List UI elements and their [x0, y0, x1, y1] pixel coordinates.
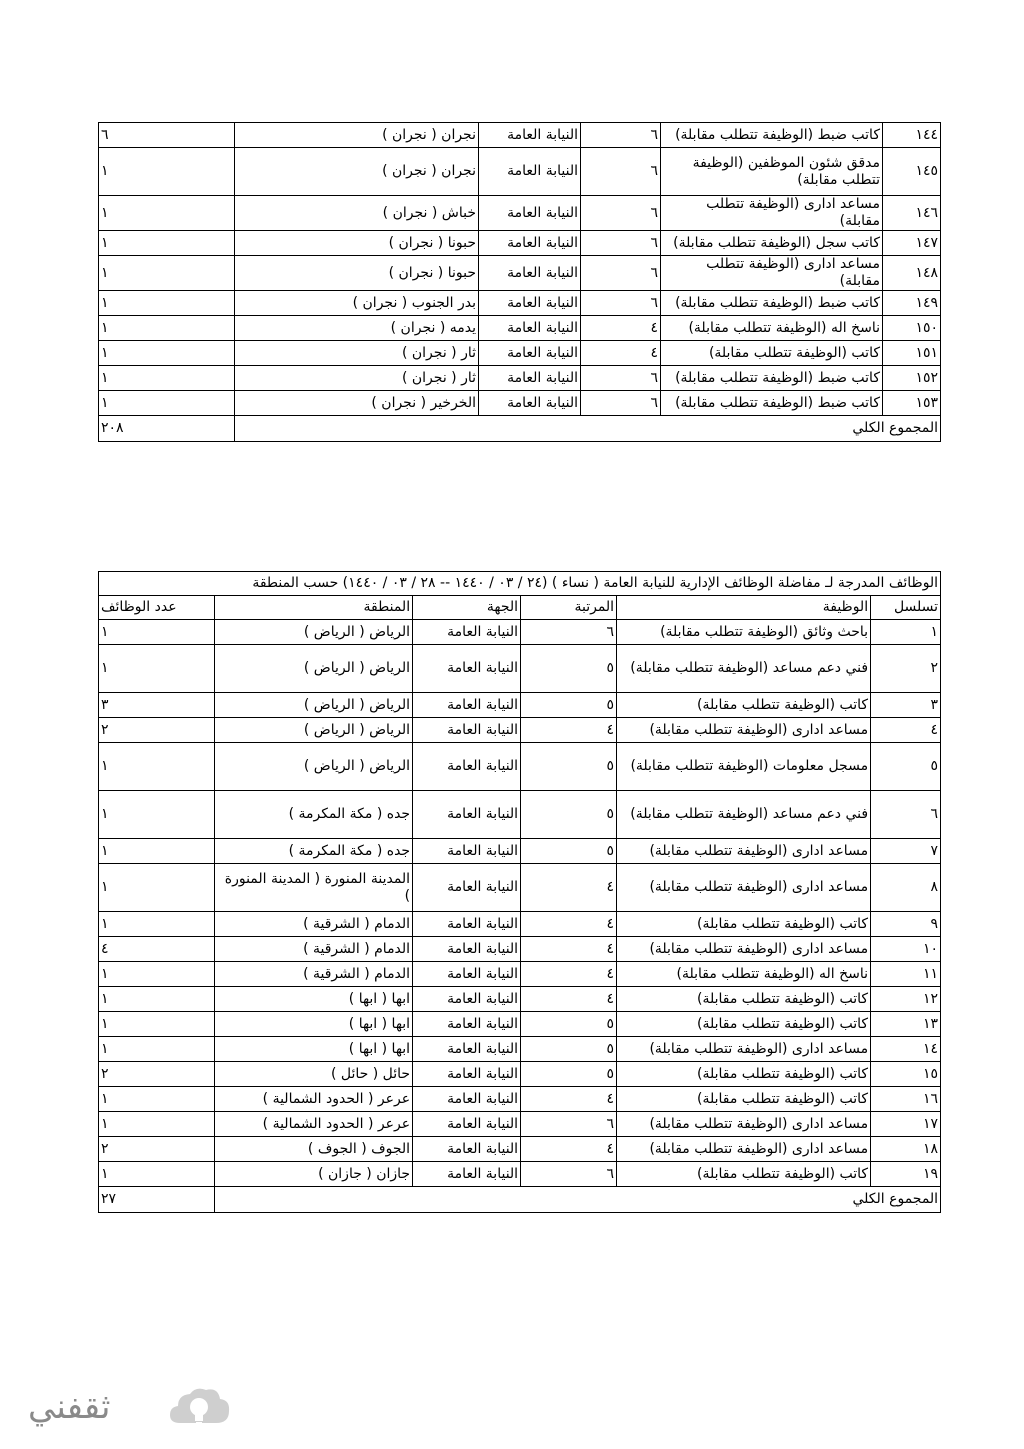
table-row [99, 693, 941, 718]
region-cell: ابها ( ابها ) [215, 1012, 413, 1037]
rank-cell: ٥ [521, 791, 617, 839]
seq-cell: ١٦ [871, 1087, 941, 1112]
rank-cell: ٦ [581, 291, 661, 316]
entity-cell: النيابة العامة [479, 196, 581, 231]
total-label: المجموع الكلي [235, 416, 941, 442]
table-row [99, 1037, 941, 1062]
entity-cell: النيابة العامة [413, 864, 521, 912]
job-cell: مساعد ادارى (الوظيفة تتطلب مقابلة) [617, 1112, 871, 1137]
job-cell: كاتب ضبط (الوظيفة تتطلب مقابلة) [661, 123, 883, 148]
table-row [99, 987, 941, 1012]
seq-cell: ١٧ [871, 1112, 941, 1137]
table-row [99, 791, 941, 839]
seq-cell: ٣ [871, 693, 941, 718]
seq-cell: ٥ [871, 743, 941, 791]
site-logo [28, 1385, 208, 1435]
region-cell: الخرخير ( نجران ) [235, 391, 479, 416]
rank-cell: ٤ [521, 1137, 617, 1162]
count-cell: ١ [99, 1162, 215, 1187]
rank-cell: ٤ [521, 912, 617, 937]
rank-cell: ٥ [521, 693, 617, 718]
job-cell: كاتب ضبط (الوظيفة تتطلب مقابلة) [661, 391, 883, 416]
table-row [99, 231, 941, 256]
header-seq: تسلسل [871, 596, 941, 620]
table-row [99, 1112, 941, 1137]
region-cell: المدينة المنورة ( المدينة المنورة ) [215, 864, 413, 912]
rank-cell: ٥ [521, 743, 617, 791]
seq-cell: ١٤٩ [883, 291, 941, 316]
rank-cell: ٦ [521, 1162, 617, 1187]
count-cell: ٢ [99, 718, 215, 743]
rank-cell: ٤ [521, 718, 617, 743]
table-title: الوظائف المدرجة لـ مفاضلة الوظائف الإدارية للنيابة العامة ( نساء ) (٢٤ / ٠٣ / ١٤٤٠ -- ٢٨ / ٠٣ / ١٤٤٠) حسب المنطقة [99, 572, 941, 596]
entity-cell: النيابة العامة [413, 1087, 521, 1112]
entity-cell: النيابة العامة [479, 123, 581, 148]
seq-cell: ١٠ [871, 937, 941, 962]
entity-cell: النيابة العامة [413, 912, 521, 937]
job-cell: مساعد ادارى (الوظيفة تتطلب مقابلة) [617, 1037, 871, 1062]
entity-cell: النيابة العامة [479, 231, 581, 256]
count-cell: ١ [99, 366, 235, 391]
region-cell: الرياض ( الرياض ) [215, 693, 413, 718]
seq-cell: ١ [871, 620, 941, 645]
count-cell: ١ [99, 839, 215, 864]
rank-cell: ٤ [581, 316, 661, 341]
header-row [99, 596, 941, 620]
rank-cell: ٤ [521, 937, 617, 962]
rank-cell: ٦ [581, 123, 661, 148]
table-row [99, 839, 941, 864]
table-row [99, 1162, 941, 1187]
table-row [99, 620, 941, 645]
job-cell: كاتب (الوظيفة تتطلب مقابلة) [617, 1062, 871, 1087]
count-cell: ٢ [99, 1137, 215, 1162]
region-cell: عرعر ( الحدود الشمالية ) [215, 1112, 413, 1137]
rank-cell: ٥ [521, 839, 617, 864]
count-cell: ١ [99, 743, 215, 791]
count-cell: ١ [99, 645, 215, 693]
seq-cell: ١٤ [871, 1037, 941, 1062]
region-cell: عرعر ( الحدود الشمالية ) [215, 1087, 413, 1112]
count-cell: ١ [99, 1087, 215, 1112]
entity-cell: النيابة العامة [413, 937, 521, 962]
job-table-women-body [99, 572, 941, 1213]
count-cell: ٢ [99, 1062, 215, 1087]
rank-cell: ٦ [521, 1112, 617, 1137]
count-cell: ٣ [99, 693, 215, 718]
job-table-najran [98, 122, 941, 442]
header-count: عدد الوظائف [99, 596, 215, 620]
region-cell: يدمه ( نجران ) [235, 316, 479, 341]
total-value: ٢٧ [99, 1187, 215, 1213]
job-cell: كاتب (الوظيفة تتطلب مقابلة) [617, 987, 871, 1012]
rank-cell: ٦ [581, 366, 661, 391]
entity-cell: النيابة العامة [413, 962, 521, 987]
job-cell: كاتب سجل (الوظيفة تتطلب مقابلة) [661, 231, 883, 256]
job-cell: مساعد ادارى (الوظيفة تتطلب مقابلة) [617, 839, 871, 864]
header-rank: المرتبة [521, 596, 617, 620]
job-table-women [98, 571, 941, 1213]
total-value: ٢٠٨ [99, 416, 235, 442]
job-cell: مدقق شئون الموظفين (الوظيفة تتطلب مقابلة) [661, 148, 883, 196]
job-cell: كاتب (الوظيفة تتطلب مقابلة) [617, 912, 871, 937]
entity-cell: النيابة العامة [413, 1112, 521, 1137]
seq-cell: ١٢ [871, 987, 941, 1012]
region-cell: الدمام ( الشرقية ) [215, 937, 413, 962]
entity-cell: النيابة العامة [413, 987, 521, 1012]
table-row [99, 291, 941, 316]
job-cell: كاتب (الوظيفة تتطلب مقابلة) [617, 1162, 871, 1187]
count-cell: ١ [99, 962, 215, 987]
seq-cell: ١٥٣ [883, 391, 941, 416]
table-row [99, 123, 941, 148]
table-title-row [99, 572, 941, 596]
region-cell: جده ( مكة المكرمة ) [215, 791, 413, 839]
seq-cell: ١٤٥ [883, 148, 941, 196]
region-cell: الدمام ( الشرقية ) [215, 962, 413, 987]
seq-cell: ٦ [871, 791, 941, 839]
job-cell: باحث وثائق (الوظيفة تتطلب مقابلة) [617, 620, 871, 645]
region-cell: حبونا ( نجران ) [235, 231, 479, 256]
job-cell: كاتب ضبط (الوظيفة تتطلب مقابلة) [661, 291, 883, 316]
region-cell: ابها ( ابها ) [215, 987, 413, 1012]
job-cell: مساعد ادارى (الوظيفة تتطلب مقابلة) [617, 937, 871, 962]
count-cell: ١ [99, 1112, 215, 1137]
header-region: المنطقة [215, 596, 413, 620]
region-cell: حبونا ( نجران ) [235, 256, 479, 291]
table-row [99, 341, 941, 366]
job-cell: مساعد ادارى (الوظيفة تتطلب مقابلة) [661, 256, 883, 291]
count-cell: ٤ [99, 937, 215, 962]
seq-cell: ١١ [871, 962, 941, 987]
logo-text: ثقفني [28, 1387, 111, 1427]
rank-cell: ٤ [581, 341, 661, 366]
table-row [99, 645, 941, 693]
region-cell: الرياض ( الرياض ) [215, 620, 413, 645]
rank-cell: ٦ [581, 196, 661, 231]
entity-cell: النيابة العامة [479, 391, 581, 416]
seq-cell: ١٤٧ [883, 231, 941, 256]
rank-cell: ٤ [521, 1087, 617, 1112]
region-cell: جازان ( جازان ) [215, 1162, 413, 1187]
region-cell: بدر الجنوب ( نجران ) [235, 291, 479, 316]
table-row [99, 912, 941, 937]
region-cell: ثار ( نجران ) [235, 341, 479, 366]
rank-cell: ٦ [581, 256, 661, 291]
count-cell: ١ [99, 341, 235, 366]
count-cell: ١ [99, 864, 215, 912]
job-cell: كاتب (الوظيفة تتطلب مقابلة) [617, 1087, 871, 1112]
entity-cell: النيابة العامة [413, 620, 521, 645]
lightbulb-cloud-icon [166, 1385, 236, 1433]
table-row [99, 1087, 941, 1112]
seq-cell: ١٣ [871, 1012, 941, 1037]
seq-cell: ٤ [871, 718, 941, 743]
job-cell: كاتب ضبط (الوظيفة تتطلب مقابلة) [661, 366, 883, 391]
entity-cell: النيابة العامة [413, 1037, 521, 1062]
entity-cell: النيابة العامة [413, 1162, 521, 1187]
job-cell: كاتب (الوظيفة تتطلب مقابلة) [617, 693, 871, 718]
table-row [99, 1062, 941, 1087]
table-row [99, 743, 941, 791]
seq-cell: ١٥١ [883, 341, 941, 366]
entity-cell: النيابة العامة [413, 693, 521, 718]
entity-cell: النيابة العامة [413, 839, 521, 864]
rank-cell: ٥ [521, 1037, 617, 1062]
region-cell: نجران ( نجران ) [235, 148, 479, 196]
entity-cell: النيابة العامة [479, 316, 581, 341]
region-cell: الرياض ( الرياض ) [215, 718, 413, 743]
seq-cell: ١٤٤ [883, 123, 941, 148]
count-cell: ١ [99, 256, 235, 291]
seq-cell: ٢ [871, 645, 941, 693]
rank-cell: ٤ [521, 987, 617, 1012]
count-cell: ١ [99, 391, 235, 416]
region-cell: الجوف ( الجوف ) [215, 1137, 413, 1162]
header-entity: الجهة [413, 596, 521, 620]
job-cell: ناسخ اله (الوظيفة تتطلب مقابلة) [617, 962, 871, 987]
count-cell: ١ [99, 231, 235, 256]
region-cell: خباش ( نجران ) [235, 196, 479, 231]
table-row [99, 718, 941, 743]
table-row [99, 148, 941, 196]
table-row [99, 864, 941, 912]
table-row [99, 1012, 941, 1037]
entity-cell: النيابة العامة [479, 366, 581, 391]
job-cell: فني دعم مساعد (الوظيفة تتطلب مقابلة) [617, 645, 871, 693]
entity-cell: النيابة العامة [413, 1062, 521, 1087]
seq-cell: ٨ [871, 864, 941, 912]
region-cell: ثار ( نجران ) [235, 366, 479, 391]
job-cell: مساعد ادارى (الوظيفة تتطلب مقابلة) [617, 864, 871, 912]
rank-cell: ٥ [521, 645, 617, 693]
rank-cell: ٦ [521, 620, 617, 645]
table-row [99, 366, 941, 391]
entity-cell: النيابة العامة [413, 645, 521, 693]
seq-cell: ١٥ [871, 1062, 941, 1087]
rank-cell: ٤ [521, 962, 617, 987]
rank-cell: ٦ [581, 231, 661, 256]
job-cell: كاتب (الوظيفة تتطلب مقابلة) [617, 1012, 871, 1037]
entity-cell: النيابة العامة [413, 791, 521, 839]
count-cell: ١ [99, 316, 235, 341]
count-cell: ١ [99, 987, 215, 1012]
entity-cell: النيابة العامة [479, 341, 581, 366]
table-row [99, 256, 941, 291]
seq-cell: ١٥٠ [883, 316, 941, 341]
job-cell: مساعد ادارى (الوظيفة تتطلب مقابلة) [617, 1137, 871, 1162]
table-row [99, 962, 941, 987]
entity-cell: النيابة العامة [479, 148, 581, 196]
region-cell: الرياض ( الرياض ) [215, 645, 413, 693]
job-cell: مساعد ادارى (الوظيفة تتطلب مقابلة) [661, 196, 883, 231]
total-row [99, 416, 941, 442]
region-cell: حائل ( حائل ) [215, 1062, 413, 1087]
seq-cell: ١٤٦ [883, 196, 941, 231]
region-cell: ابها ( ابها ) [215, 1037, 413, 1062]
entity-cell: النيابة العامة [479, 291, 581, 316]
count-cell: ١ [99, 291, 235, 316]
table-row [99, 937, 941, 962]
count-cell: ١ [99, 148, 235, 196]
count-cell: ١ [99, 1012, 215, 1037]
total-label: المجموع الكلي [215, 1187, 941, 1213]
count-cell: ١ [99, 912, 215, 937]
seq-cell: ١٩ [871, 1162, 941, 1187]
table-row [99, 316, 941, 341]
entity-cell: النيابة العامة [413, 1012, 521, 1037]
count-cell: ١ [99, 196, 235, 231]
entity-cell: النيابة العامة [479, 256, 581, 291]
job-cell: فني دعم مساعد (الوظيفة تتطلب مقابلة) [617, 791, 871, 839]
seq-cell: ٧ [871, 839, 941, 864]
entity-cell: النيابة العامة [413, 1137, 521, 1162]
seq-cell: ٩ [871, 912, 941, 937]
region-cell: الرياض ( الرياض ) [215, 743, 413, 791]
table-row [99, 196, 941, 231]
region-cell: الدمام ( الشرقية ) [215, 912, 413, 937]
table-row [99, 1137, 941, 1162]
job-cell: مساعد ادارى (الوظيفة تتطلب مقابلة) [617, 718, 871, 743]
rank-cell: ٥ [521, 1062, 617, 1087]
region-cell: نجران ( نجران ) [235, 123, 479, 148]
job-table-najran-body [99, 123, 941, 442]
rank-cell: ٦ [581, 391, 661, 416]
table-row [99, 391, 941, 416]
count-cell: ١ [99, 620, 215, 645]
header-job: الوظيفة [617, 596, 871, 620]
count-cell: ٦ [99, 123, 235, 148]
rank-cell: ٥ [521, 1012, 617, 1037]
seq-cell: ١٨ [871, 1137, 941, 1162]
job-cell: كاتب (الوظيفة تتطلب مقابلة) [661, 341, 883, 366]
count-cell: ١ [99, 1037, 215, 1062]
count-cell: ١ [99, 791, 215, 839]
region-cell: جده ( مكة المكرمة ) [215, 839, 413, 864]
entity-cell: النيابة العامة [413, 718, 521, 743]
job-cell: ناسخ اله (الوظيفة تتطلب مقابلة) [661, 316, 883, 341]
job-cell: مسجل معلومات (الوظيفة تتطلب مقابلة) [617, 743, 871, 791]
rank-cell: ٦ [581, 148, 661, 196]
seq-cell: ١٥٢ [883, 366, 941, 391]
total-row [99, 1187, 941, 1213]
entity-cell: النيابة العامة [413, 743, 521, 791]
rank-cell: ٤ [521, 864, 617, 912]
seq-cell: ١٤٨ [883, 256, 941, 291]
